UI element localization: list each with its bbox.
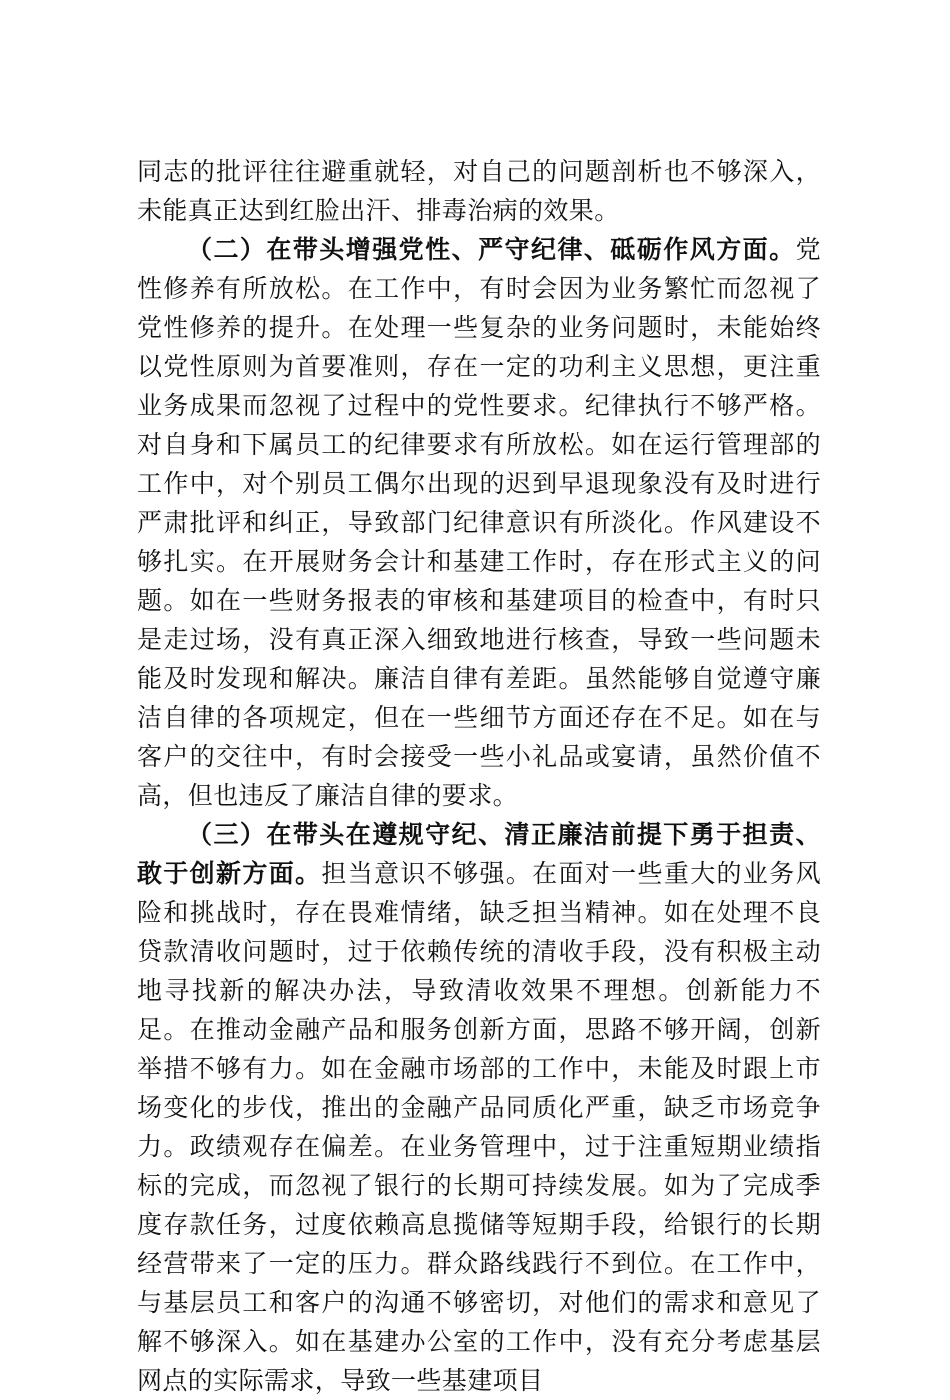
paragraph-text: 同志的批评往往避重就轻，对自己的问题剖析也不够深入，未能真正达到红脸出汗、排毒治病的效果。 [137, 157, 821, 225]
body-text [137, 152, 821, 1400]
section-heading: （二）在带头增强党性、严守纪律、砥砺作风方面。 [187, 235, 796, 264]
paragraph-section-three [137, 815, 821, 1400]
paragraph-continuation [137, 152, 821, 230]
paragraph-text: 党性修养有所放松。在工作中，有时会因为业务繁忙而忽视了党性修养的提升。在处理一些复杂的业务问题时，未能始终以党性原则为首要准则，存在一定的功利主义思想，更注重业务成果而忽视了过程中的党性要求。纪律执行不够严格。对自身和下属员工的纪律要求有所放松。如在运行管理部的工作中，对个别员工偶尔出现的迟到早退现象没有及时进行严肃批评和纠正，导致部门纪律意识有所淡化。作风建设不够扎实。在开展财务会计和基建工作时，存在形式主义的问题。如在一些财务报表的审核和基建项目的检查中，有时只是走过场，没有真正深入细致地进行核查，导致一些问题未能及时发现和解决。廉洁自律有差距。虽然能够自觉遵守廉洁自律的各项规定，但在一些细节方面还存在不足。如在与客户的交往中，有时会接受一些小礼品或宴请，虽然价值不高，但也违反了廉洁自律的要求。 [137, 235, 821, 810]
paragraph-text: 担当意识不够强。在面对一些重大的业务风险和挑战时，存在畏难情绪，缺乏担当精神。如在处理不良贷款清收问题时，过于依赖传统的清收手段，没有积极主动地寻找新的解决办法，导致清收效果不理想。创新能力不足。在推动金融产品和服务创新方面，思路不够开阔，创新举措不够有力。如在金融市场部的工作中，未能及时跟上市场变化的步伐，推出的金融产品同质化严重，缺乏市场竞争力。政绩观存在偏差。在业务管理中，过于注重短期业绩指标的完成，而忽视了银行的长期可持续发展。如为了完成季度存款任务，过度依赖高息揽储等短期手段，给银行的长期经营带来了一定的压力。群众路线践行不到位。在工作中，与基层员工和客户的沟通不够密切，对他们的需求和意见了解不够深入。如在基建办公室的工作中，没有充分考虑基层网点的实际需求，导致一些基建项目 [137, 859, 821, 1395]
section-heading: （三）在带头在遵规守纪、清正廉洁前提下勇于担责、敢于创新方面。 [137, 820, 821, 888]
paragraph-section-two [137, 230, 821, 815]
